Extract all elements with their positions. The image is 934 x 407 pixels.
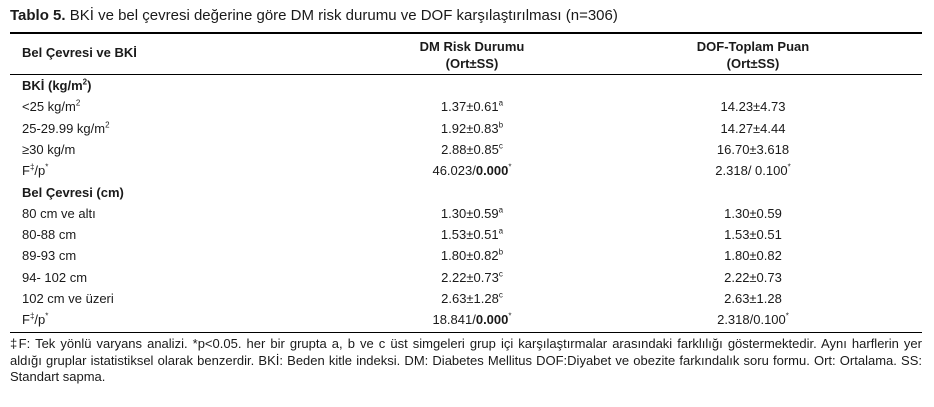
top-rule bbox=[10, 32, 922, 34]
label-text: 25-29.99 kg/m bbox=[22, 120, 106, 136]
dof-value: 2.63±1.28 bbox=[724, 291, 782, 306]
dm-superscript: * bbox=[508, 311, 512, 321]
row-label bbox=[22, 246, 76, 266]
dm-value: 1.37±0.61 bbox=[440, 99, 499, 115]
label-superscript: ‡ bbox=[29, 162, 35, 172]
table-row bbox=[0, 140, 934, 160]
header-dm-title: DM Risk Durumu bbox=[419, 39, 525, 54]
row-label bbox=[22, 119, 110, 139]
dm-p-value: 0.000 bbox=[475, 163, 509, 179]
section-row bbox=[0, 183, 934, 203]
header-dof-title: DOF-Toplam Puan bbox=[696, 39, 810, 54]
dm-value-cell bbox=[322, 225, 622, 245]
table-row bbox=[0, 289, 934, 309]
section-row bbox=[0, 76, 934, 96]
label-superscript: * bbox=[45, 162, 49, 172]
dof-value-cell bbox=[603, 225, 903, 245]
header-col-dof bbox=[603, 38, 903, 72]
label-text: 94- 102 cm bbox=[22, 269, 88, 285]
table-row bbox=[0, 204, 934, 224]
caption-label: Tablo 5. bbox=[10, 7, 66, 24]
label-text-mid: /p bbox=[34, 163, 46, 179]
dm-superscript: a bbox=[498, 98, 504, 108]
header-col-dm bbox=[322, 38, 622, 72]
dm-superscript: b bbox=[498, 120, 504, 130]
dof-value: 2.22±0.73 bbox=[724, 269, 782, 285]
label-text: 102 cm ve üzeri bbox=[22, 291, 114, 306]
dm-value-cell bbox=[322, 310, 622, 330]
label-text: 80 cm ve altı bbox=[22, 205, 96, 221]
header-col-group: Bel Çevresi ve BKİ bbox=[22, 45, 137, 60]
dm-superscript: c bbox=[498, 269, 503, 279]
dm-superscript: b bbox=[498, 248, 504, 258]
dm-value: 1.80±0.82 bbox=[440, 248, 499, 264]
dm-value-cell bbox=[322, 204, 622, 224]
dm-value: 2.63±1.28 bbox=[441, 291, 499, 306]
dof-value-cell bbox=[603, 289, 903, 309]
dm-superscript: a bbox=[498, 205, 504, 215]
row-label bbox=[22, 268, 87, 288]
header-rule bbox=[10, 74, 922, 75]
dm-superscript: c bbox=[498, 290, 503, 300]
dm-superscript: * bbox=[508, 162, 512, 172]
dm-value-cell bbox=[322, 246, 622, 266]
dof-value-cell bbox=[603, 310, 903, 330]
table-row bbox=[0, 225, 934, 245]
dm-value-cell bbox=[322, 119, 622, 139]
dm-value: 1.92±0.83 bbox=[440, 120, 499, 136]
label-text: F bbox=[22, 312, 30, 328]
dof-value-cell bbox=[603, 268, 903, 288]
label-text: Bel Çevresi (cm) bbox=[22, 184, 124, 200]
label-text: ≥30 kg/m bbox=[22, 141, 76, 157]
label-superscript: 2 bbox=[82, 77, 88, 87]
dm-value: 2.88±0.85 bbox=[441, 141, 499, 157]
label-superscript: 2 bbox=[75, 98, 81, 108]
table-footnote: ‡F: Tek yönlü varyans analizi. *p<0.05. her bir grupta a, b ve c üst simgeleri grup içi karşılaştırmalar arasındaki farklılığı göstermektedir. Aynı harflerin yer aldığı gruplar istatistiksel olarak benzerdir. BKİ: Beden kitle indeksi. DM: Diabetes Mellitus DOF:Diyabet ve obezite farkındalık soru formu. Ort: Ortalama. SS: Standart sapma. bbox=[10, 336, 922, 384]
dm-superscript: c bbox=[498, 141, 503, 151]
dm-f-value: 46.023/ bbox=[432, 163, 476, 179]
label-text: F bbox=[22, 163, 30, 179]
dm-f-value: 18.841/ bbox=[432, 312, 476, 328]
dof-value: 1.80±0.82 bbox=[724, 248, 782, 264]
dof-value: 16.70±3.618 bbox=[716, 141, 790, 157]
dm-value: 1.53±0.51 bbox=[440, 227, 499, 243]
dof-superscript: * bbox=[785, 311, 789, 321]
table-row bbox=[0, 97, 934, 117]
dof-value: 2.318/ 0.100 bbox=[715, 163, 788, 179]
dof-value: 14.23±4.73 bbox=[720, 99, 786, 115]
row-label bbox=[22, 225, 76, 245]
dm-value-cell bbox=[322, 289, 622, 309]
dm-value-cell bbox=[322, 140, 622, 160]
label-superscript: ‡ bbox=[29, 311, 35, 321]
dof-value: 1.53±0.51 bbox=[724, 227, 782, 243]
dof-value-cell bbox=[603, 161, 903, 181]
dm-value-cell bbox=[322, 268, 622, 288]
dof-value: 1.30±0.59 bbox=[724, 205, 782, 221]
header-dof-sub: (Ort±SS) bbox=[726, 56, 780, 71]
label-superscript: 2 bbox=[105, 120, 110, 130]
row-label bbox=[22, 310, 48, 330]
label-text-mid: /p bbox=[34, 312, 46, 328]
row-label bbox=[22, 140, 75, 160]
label-text: 80-88 cm bbox=[22, 227, 77, 243]
section-label bbox=[22, 76, 91, 96]
dof-superscript: * bbox=[787, 162, 791, 172]
table-row bbox=[0, 246, 934, 266]
dof-value-cell bbox=[603, 246, 903, 266]
dm-superscript: a bbox=[498, 226, 504, 236]
section-label bbox=[22, 183, 124, 203]
label-superscript: * bbox=[45, 311, 49, 321]
table-row bbox=[0, 161, 934, 181]
dm-value: 1.30±0.59 bbox=[440, 205, 499, 221]
dof-value-cell bbox=[603, 204, 903, 224]
label-text: BKİ (kg/m bbox=[22, 78, 83, 93]
dof-value-cell bbox=[603, 119, 903, 139]
dm-value: 2.22±0.73 bbox=[441, 269, 499, 285]
row-label bbox=[22, 289, 114, 309]
dm-value-cell bbox=[322, 97, 622, 117]
label-text: <25 kg/m bbox=[22, 99, 76, 115]
table-row bbox=[0, 119, 934, 139]
row-label bbox=[22, 97, 80, 117]
label-text: 89-93 cm bbox=[22, 248, 77, 264]
table-caption bbox=[10, 6, 618, 26]
table-row bbox=[0, 310, 934, 330]
dof-value-cell bbox=[603, 140, 903, 160]
bottom-rule bbox=[10, 332, 922, 333]
dm-p-value: 0.000 bbox=[475, 312, 509, 328]
dof-value: 14.27±4.44 bbox=[720, 120, 786, 136]
table-row bbox=[0, 268, 934, 288]
dm-value-cell bbox=[322, 161, 622, 181]
row-label bbox=[22, 204, 96, 224]
row-label bbox=[22, 161, 48, 181]
dof-value-cell bbox=[603, 97, 903, 117]
header-dm-sub: (Ort±SS) bbox=[445, 56, 499, 71]
dof-value: 2.318/0.100 bbox=[717, 312, 786, 328]
caption-text: BKİ ve bel çevresi değerine göre DM risk durumu ve DOF karşılaştırılması (n=306) bbox=[65, 7, 618, 24]
label-text-after: ) bbox=[87, 78, 92, 93]
